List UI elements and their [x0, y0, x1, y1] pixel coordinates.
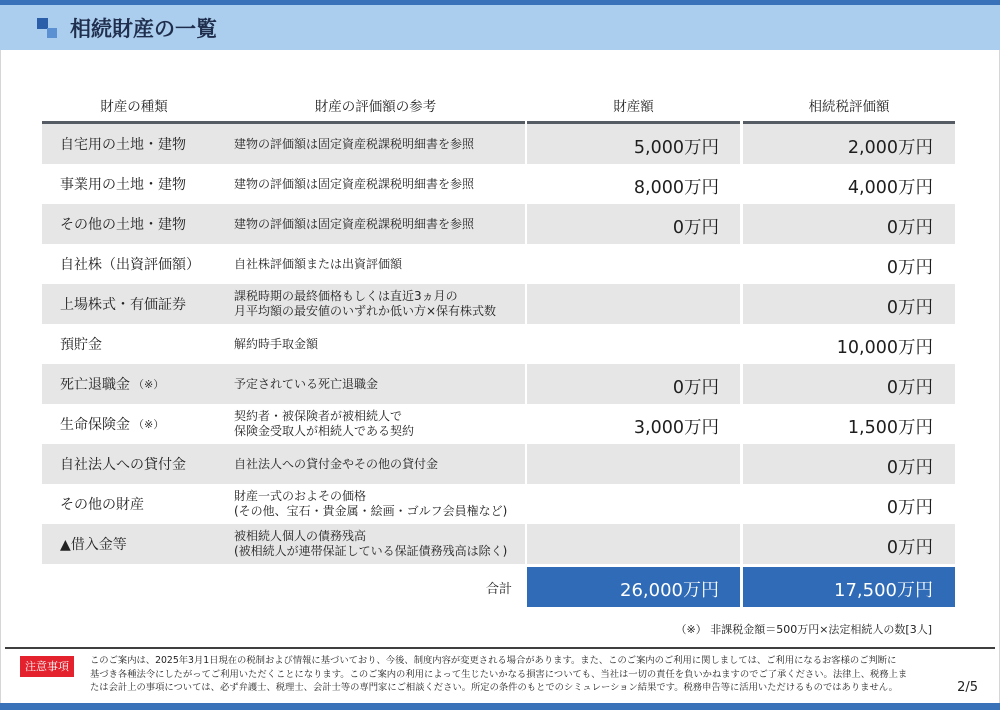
tax-value-cell: 0万円	[886, 258, 933, 278]
reference-line: 建物の評価額は固定資産税課税明細書を参照	[234, 136, 475, 151]
reference-line: 建物の評価額は固定資産税課税明細書を参照	[234, 216, 475, 231]
reference-line: 課税時期の最終価格もしくは直近3ヵ月の	[234, 289, 458, 303]
category-label: その他の財産	[60, 497, 144, 513]
tax-value-cell: 4,000万円	[847, 178, 933, 198]
reference-cell	[226, 284, 525, 324]
reference-line: 自社株評価額または出資評価額	[234, 256, 403, 271]
table-row	[42, 284, 955, 324]
asset-table	[42, 93, 955, 607]
reference-cell	[226, 244, 525, 284]
category-cell	[42, 484, 226, 524]
category-cell	[42, 124, 226, 164]
table-row	[42, 204, 955, 244]
category-cell	[42, 244, 226, 284]
page-title: 相続財産の一覧	[70, 17, 217, 41]
reference-line: 被相続人個人の債務残高	[234, 529, 367, 543]
category-cell	[42, 524, 226, 564]
table-row	[42, 404, 955, 444]
asset-value-cell: 0万円	[527, 204, 740, 244]
column-header-reference: 財産の評価額の参考	[226, 93, 525, 124]
reference-line: 財産一式のおよその価格	[234, 489, 367, 503]
disclaimer-line: このご案内は、2025年3月1日現在の税制および情報に基づいており、今後、制度内容が変更される場合があります。また、このご案内のご利用に関しましては、ご利用になるお客様のご判断に	[90, 655, 897, 666]
tax-value-cell: 0万円	[743, 364, 955, 404]
category-cell	[42, 404, 226, 444]
category-label: 預貯金	[60, 337, 102, 353]
tax-value-cell: 2,000万円	[743, 124, 955, 164]
table-row	[42, 124, 955, 164]
reference-cell	[226, 404, 525, 444]
column-header-tax-value: 相続税評価額	[743, 93, 955, 124]
table-row	[42, 324, 955, 364]
table-row	[42, 364, 955, 404]
table-row	[42, 244, 955, 284]
column-header-asset-value: 財産額	[527, 93, 740, 124]
reference-line: (その他、宝石・貴金属・絵画・ゴルフ会員権など)	[234, 504, 508, 518]
asset-value-cell	[527, 484, 740, 524]
asset-value-cell	[527, 444, 740, 484]
disclaimer-text	[90, 654, 950, 695]
reference-line: 月平均額の最安値のいずれか低い方×保有株式数	[234, 304, 497, 318]
reference-line: 保険金受取人が相続人である契約	[234, 424, 415, 438]
reference-cell	[226, 444, 525, 484]
reference-cell	[226, 324, 525, 364]
reference-line: 解約時手取金額	[234, 336, 319, 351]
category-label: 死亡退職金	[60, 377, 130, 393]
reference-line: 建物の評価額は固定資産税課税明細書を参照	[234, 176, 475, 191]
asset-value-cell: 5,000万円	[527, 124, 740, 164]
table-body	[42, 124, 955, 564]
reference-line: 契約者・被保険者が被相続人で	[234, 409, 403, 423]
reference-cell	[226, 484, 525, 524]
table-row	[42, 484, 955, 524]
category-label: 自宅用の土地・建物	[60, 137, 186, 153]
category-cell	[42, 284, 226, 324]
reference-cell	[226, 204, 525, 244]
category-label: 生命保険金	[60, 417, 130, 433]
tax-value-cell: 0万円	[743, 444, 955, 484]
tax-value-cell: 10,000万円	[836, 338, 933, 358]
category-cell	[42, 444, 226, 484]
total-tax-value: 17,500万円	[743, 567, 955, 607]
category-label: 上場株式・有価証券	[60, 297, 186, 313]
category-label: 自社株（出資評価額）	[60, 257, 200, 273]
table-row	[42, 444, 955, 484]
asset-value-cell: 0万円	[527, 364, 740, 404]
category-label: 事業用の土地・建物	[60, 177, 186, 193]
notice-badge: 注意事項	[20, 656, 74, 677]
tax-value-cell: 0万円	[743, 524, 955, 564]
asset-value-cell: 8,000万円	[633, 178, 719, 198]
disclaimer-line: たは会計上の事項については、必ず弁護士、税理士、会計士等の専門家にご相談ください。所定の条件のもとでのシミュレーション結果です。税務申告等に活用いただけるものではありません。	[90, 682, 898, 693]
reference-cell	[226, 524, 525, 564]
asset-value-cell: 3,000万円	[633, 418, 719, 438]
table-row	[42, 524, 955, 564]
total-row	[42, 567, 955, 607]
bottom-accent-bar	[0, 703, 1000, 710]
category-note: （※）	[133, 418, 165, 431]
tax-value-cell: 0万円	[743, 284, 955, 324]
asset-value-cell	[527, 244, 740, 284]
footer-divider	[5, 647, 995, 649]
category-label: ▲借入金等	[60, 537, 127, 553]
asset-value-cell	[527, 284, 740, 324]
category-cell	[42, 204, 226, 244]
asset-value-cell	[527, 524, 740, 564]
total-asset-value: 26,000万円	[527, 567, 740, 607]
tax-value-cell: 1,500万円	[847, 418, 933, 438]
category-cell	[42, 324, 226, 364]
page-number: 2/5	[957, 680, 978, 695]
table-row	[42, 164, 955, 204]
column-header-category: 財産の種類	[42, 93, 226, 124]
reference-cell	[226, 364, 525, 404]
category-cell	[42, 364, 226, 404]
reference-line: (被相続人が連帯保証している保証債務残高は除く)	[234, 544, 508, 558]
footnote: （※） 非課税金額＝500万円×法定相続人の数[3人]	[675, 623, 932, 636]
category-label: その他の土地・建物	[60, 217, 186, 233]
reference-cell	[226, 164, 525, 204]
tax-value-cell: 0万円	[743, 204, 955, 244]
category-label: 自社法人への貸付金	[60, 457, 186, 473]
category-cell	[42, 164, 226, 204]
reference-line: 自社法人への貸付金やその他の貸付金	[234, 456, 439, 471]
section-marker-icon	[36, 17, 58, 39]
tax-value-cell: 0万円	[886, 498, 933, 518]
category-note: （※）	[133, 378, 165, 391]
total-label: 合計	[485, 581, 512, 597]
title-bar	[0, 5, 1000, 50]
table-header-row	[42, 93, 955, 124]
disclaimer-line: 基づき各種法令にしたがってご利用いただくことになります。このご案内の利用によって生じたいかなる損害についても、当社は一切の責任を負いかねますのでご了承ください。法律上、税務上ま	[90, 668, 908, 680]
reference-line: 予定されている死亡退職金	[234, 376, 379, 391]
reference-cell	[226, 124, 525, 164]
asset-value-cell	[527, 324, 740, 364]
